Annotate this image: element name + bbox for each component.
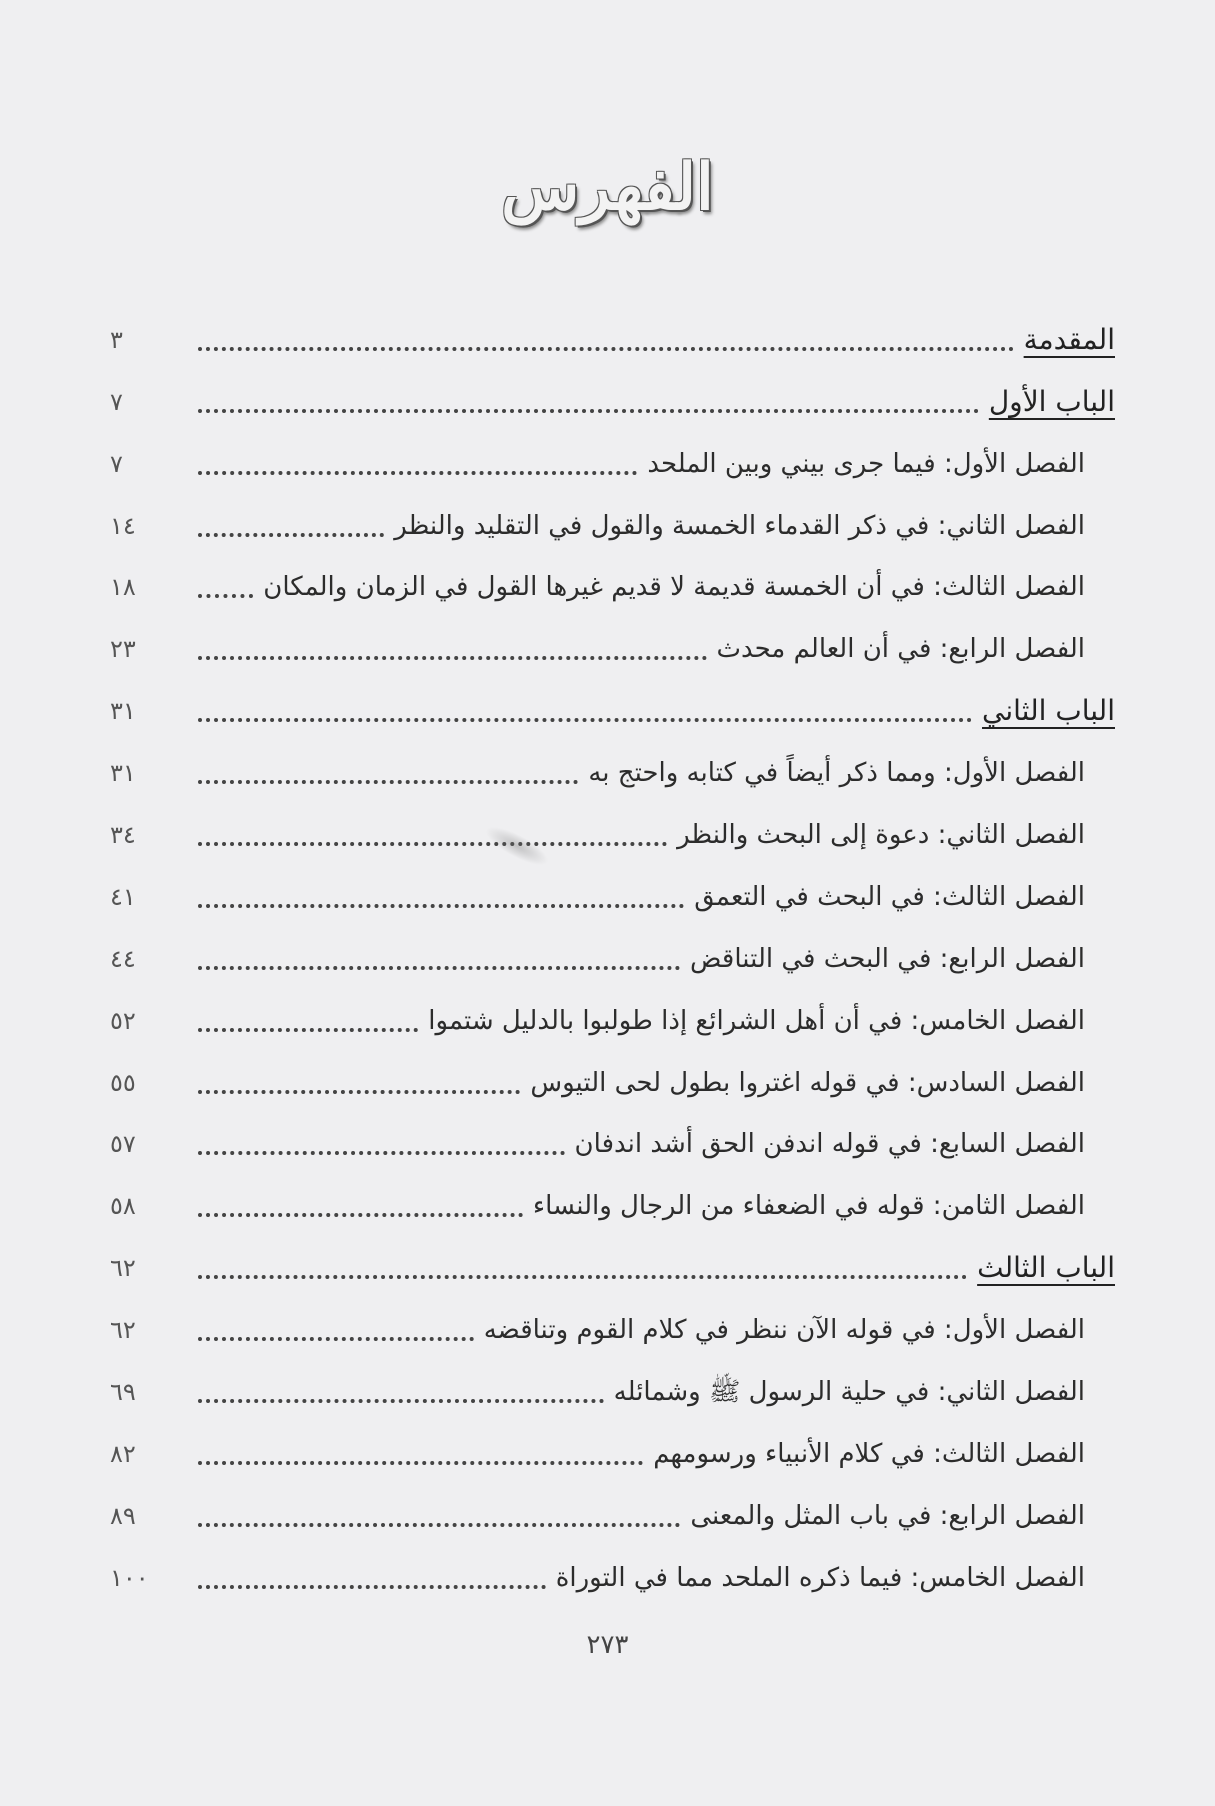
toc-entry-label: المقدمة [1023, 322, 1115, 356]
toc-section-entry[interactable] [110, 491, 1115, 553]
toc-entry-page: ٤١ [110, 882, 136, 911]
dot-leader [198, 1337, 474, 1341]
toc-entry-label: الفصل الثاني: في ذكر القدماء الخمسة والقول في التقليد والنظر [394, 510, 1085, 541]
dot-leader [198, 594, 253, 598]
dot-leader [198, 1585, 546, 1589]
toc-entry-page: ٦٢ [110, 1316, 136, 1345]
toc-entry-page: ٤٤ [110, 944, 136, 973]
toc-entry-label: الباب الأول [988, 384, 1115, 418]
dot-leader [198, 1275, 967, 1279]
dot-leader [198, 533, 384, 537]
toc-entry-label: الفصل الرابع: في البحث في التناقض [690, 943, 1085, 974]
toc-entry-page: ٢٣ [110, 635, 136, 664]
toc-entry-label: الفصل الرابع: في باب المثل والمعنى [690, 1500, 1085, 1531]
toc-entry-page: ٨٩ [110, 1501, 136, 1530]
dot-leader [198, 1028, 418, 1032]
toc-section-entry[interactable] [110, 1481, 1115, 1543]
toc-entry-page: ٦٩ [110, 1378, 136, 1407]
toc-entry-page: ١٤ [110, 511, 136, 540]
toc-entry-page: ٣١ [110, 697, 136, 726]
toc-entry-label: الفصل الثاني: في حلية الرسول ﷺ وشمائله [613, 1377, 1085, 1408]
toc-section-entry[interactable] [110, 553, 1115, 615]
toc-section-entry[interactable] [110, 1419, 1115, 1481]
toc-entry-label: الفصل الثالث: في كلام الأنبياء ورسومهم [653, 1438, 1085, 1469]
toc-entry-label: الباب الثاني [982, 694, 1115, 728]
toc-section-entry[interactable] [110, 614, 1115, 676]
page-number: ٢٧٣ [586, 1630, 629, 1660]
dot-leader [198, 1151, 565, 1155]
toc-entry-page: ٥٥ [110, 1068, 136, 1097]
toc-section-entry[interactable] [110, 1357, 1115, 1419]
dot-leader [198, 1213, 523, 1217]
toc-section-entry[interactable] [110, 800, 1115, 862]
toc-chapter-entry[interactable] [110, 367, 1115, 429]
toc-entry-label: الفصل الرابع: في أن العالم محدث [716, 634, 1085, 665]
toc-entry-label: الفصل الثالث: في أن الخمسة قديمة لا قديم غيرها القول في الزمان والمكان [263, 572, 1085, 603]
toc-section-entry[interactable] [110, 986, 1115, 1048]
toc-section-entry[interactable] [110, 1543, 1115, 1605]
toc-chapter-entry[interactable] [110, 676, 1115, 738]
toc-entry-page: ٨٢ [110, 1439, 136, 1468]
dot-leader [198, 347, 1014, 351]
toc-entry-page: ٥٨ [110, 1192, 136, 1221]
toc-section-entry[interactable] [110, 862, 1115, 924]
toc-section-entry[interactable] [110, 1110, 1115, 1172]
toc-section-entry[interactable] [110, 1048, 1115, 1110]
toc-entry-page: ٣١ [110, 759, 136, 788]
toc-entry-label: الفصل الأول: ومما ذكر أيضاً في كتابه واحتج به [588, 758, 1085, 789]
dot-leader [198, 409, 979, 413]
toc-entry-page: ٣٤ [110, 821, 136, 850]
toc-entry-page: ١٨ [110, 573, 136, 602]
dot-leader [198, 718, 972, 722]
page-title: الفهرس [501, 150, 714, 225]
toc-entry-page: ٧ [110, 449, 123, 478]
toc-entry-label: الفصل السابع: في قوله اندفن الحق أشد اندفان [574, 1129, 1085, 1160]
toc-entry-label: الفصل الخامس: فيما ذكره الملحد مما في التوراة [555, 1562, 1085, 1593]
toc-entry-label: الفصل الأول: فيما جرى بيني وبين الملحد [647, 448, 1085, 479]
toc-entry-label: الفصل الأول: في قوله الآن ننظر في كلام القوم وتناقضه [483, 1315, 1085, 1346]
dot-leader [198, 471, 637, 475]
toc-section-entry[interactable] [110, 1295, 1115, 1357]
dot-leader [198, 1461, 643, 1465]
toc-section-entry[interactable] [110, 738, 1115, 800]
toc-chapter-entry[interactable] [110, 1233, 1115, 1295]
toc-entry-label: الباب الثالث [977, 1251, 1115, 1285]
toc-section-entry[interactable] [110, 1171, 1115, 1233]
dot-leader [198, 1399, 604, 1403]
toc-entry-label: الفصل السادس: في قوله اغتروا بطول لحى التيوس [530, 1067, 1085, 1098]
dot-leader [198, 842, 667, 846]
dot-leader [198, 1090, 520, 1094]
toc-entry-page: ٥٢ [110, 1006, 136, 1035]
toc-entry-label: الفصل الثاني: دعوة إلى البحث والنظر [677, 820, 1085, 851]
toc-entry-page: ٥٧ [110, 1130, 136, 1159]
toc-section-entry[interactable] [110, 429, 1115, 491]
toc-entry-label: الفصل الخامس: في أن أهل الشرائع إذا طولبوا بالدليل شتموا [428, 1005, 1085, 1036]
toc-entry-label: الفصل الثامن: قوله في الضعفاء من الرجال والنساء [532, 1191, 1085, 1222]
toc-chapter-entry[interactable] [110, 305, 1115, 367]
toc-section-entry[interactable] [110, 924, 1115, 986]
toc-entry-page: ٧ [110, 387, 123, 416]
table-of-contents [110, 305, 1115, 1605]
dot-leader [198, 656, 707, 660]
dot-leader [198, 904, 684, 908]
toc-entry-page: ٦٢ [110, 1254, 136, 1283]
dot-leader [198, 966, 680, 970]
toc-entry-page: ١٠٠ [110, 1563, 149, 1592]
dot-leader [198, 780, 578, 784]
dot-leader [198, 1523, 680, 1527]
toc-entry-page: ٣ [110, 325, 123, 354]
toc-entry-label: الفصل الثالث: في البحث في التعمق [694, 881, 1085, 912]
